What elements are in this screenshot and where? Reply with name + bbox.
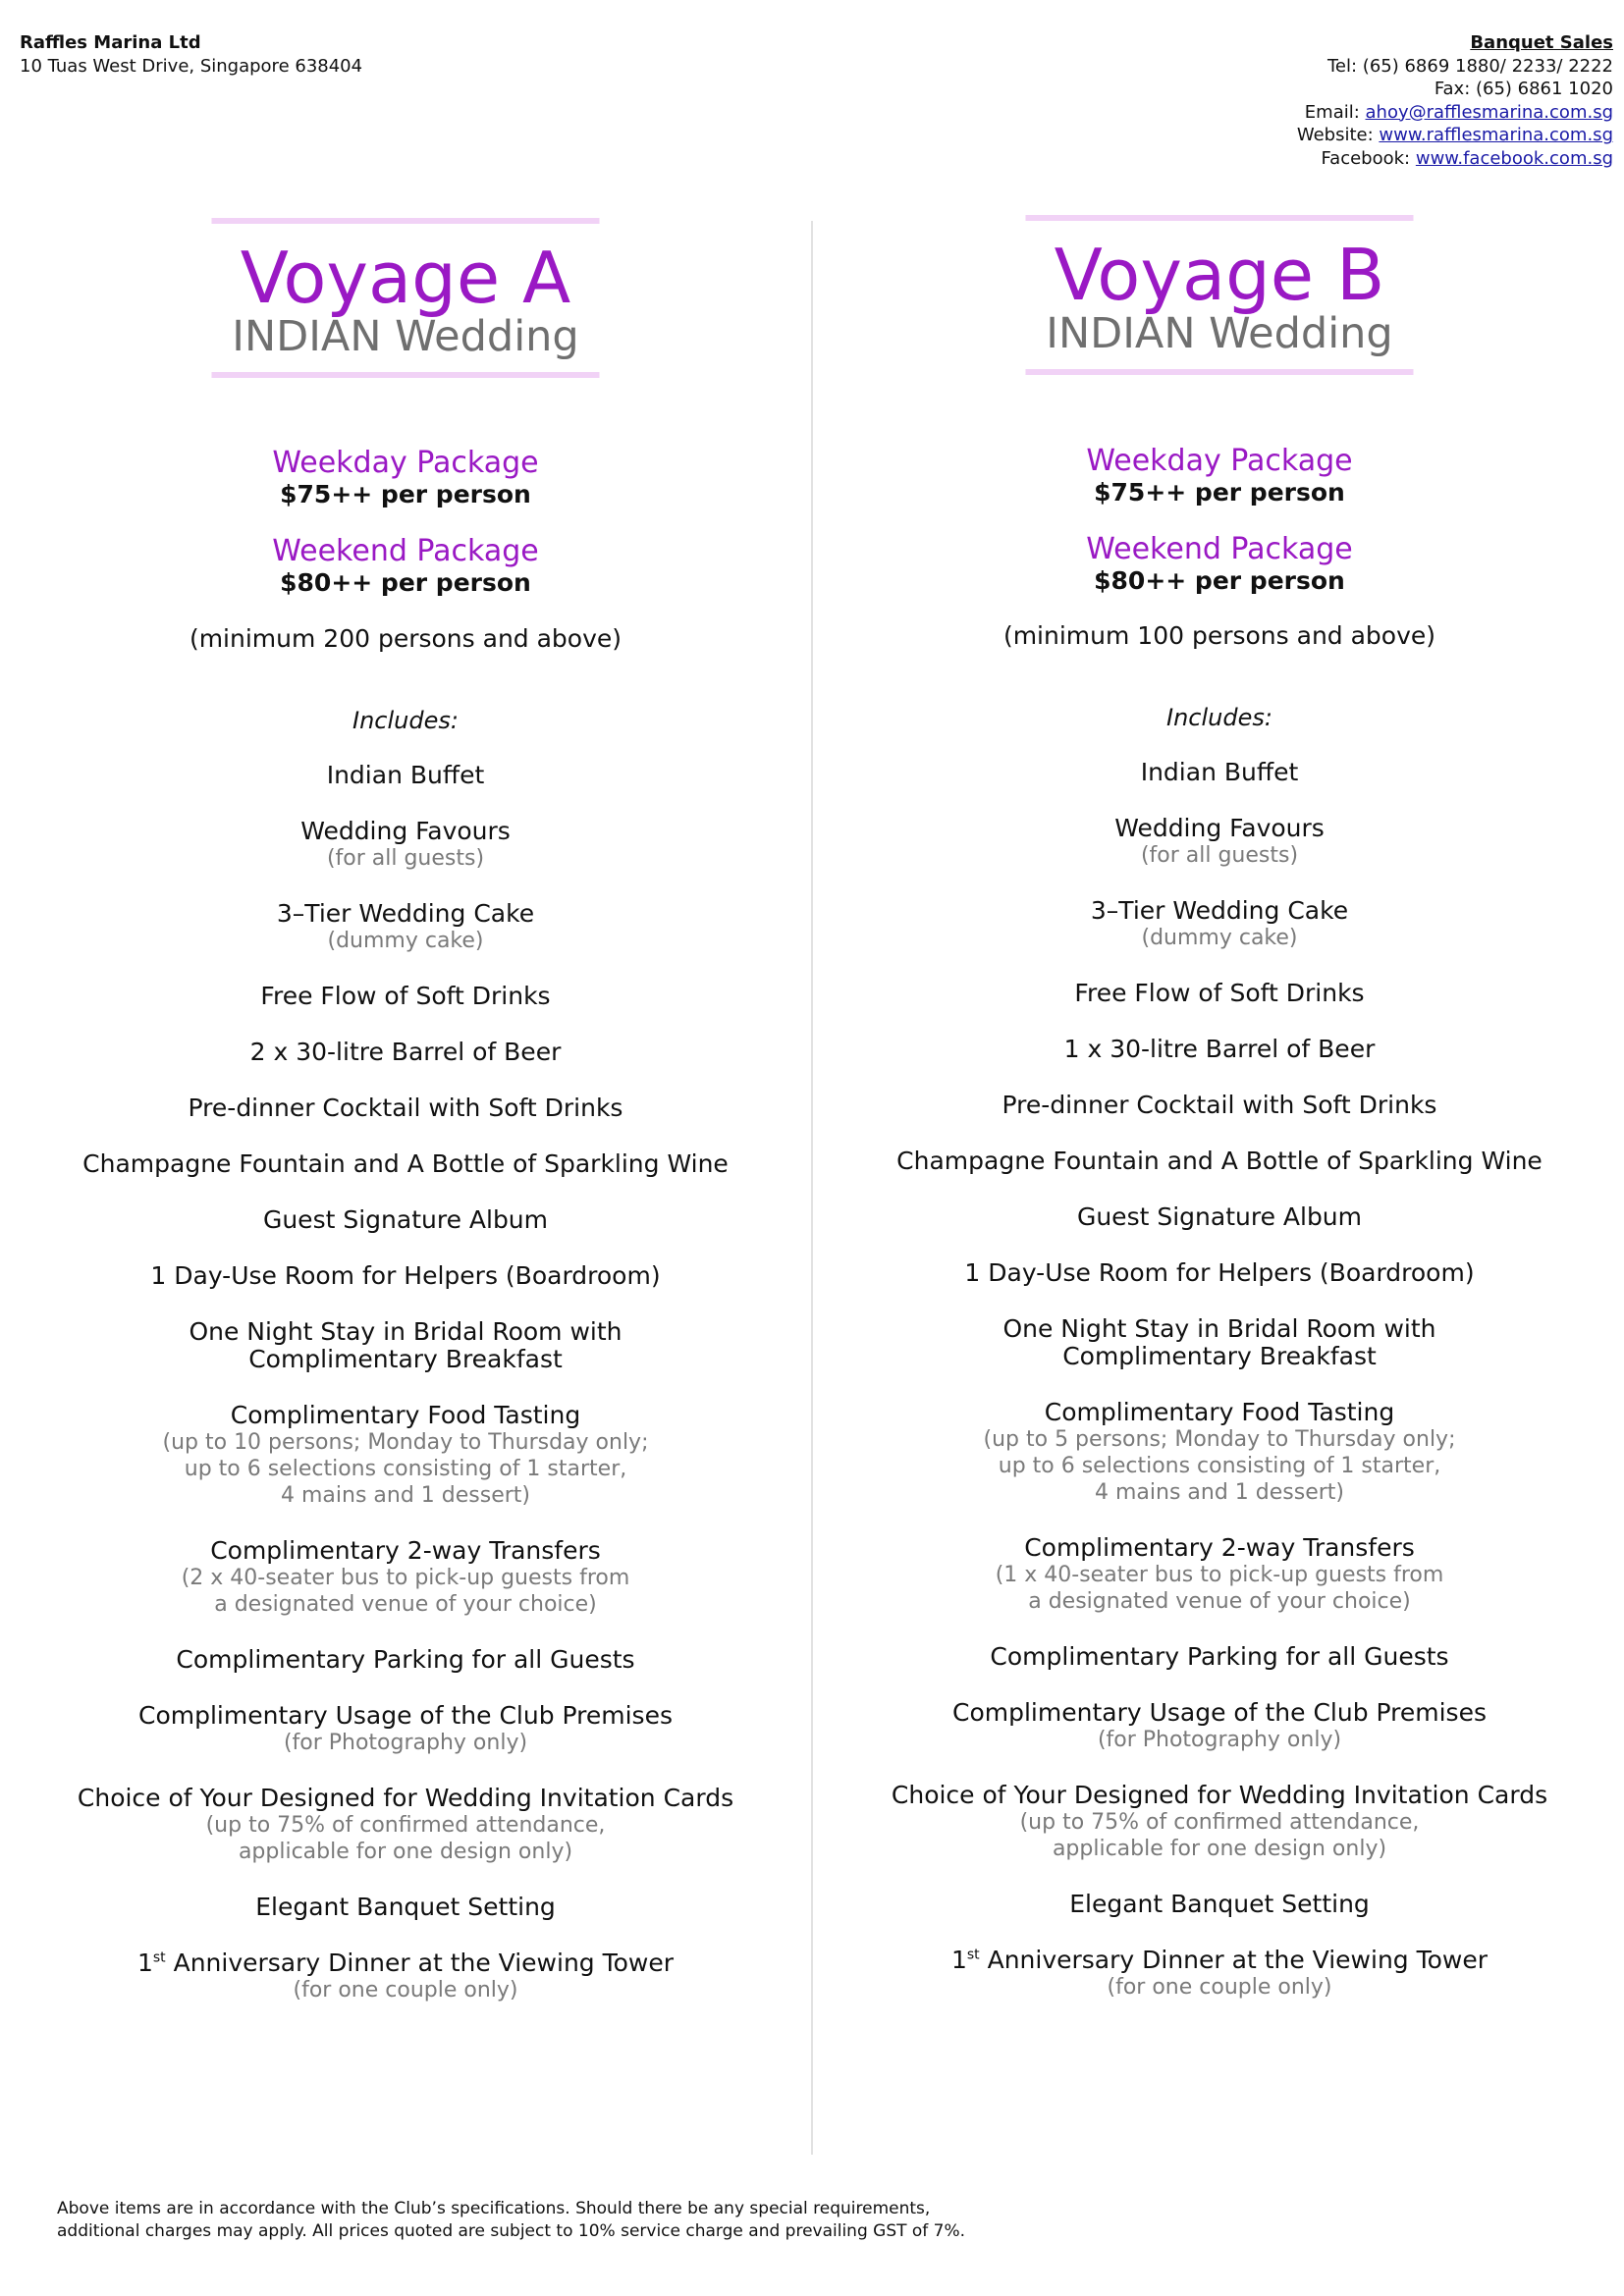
item-title: Guest Signature Album <box>1076 1202 1363 1231</box>
item-title: Complimentary 2-way Transfers <box>1024 1533 1415 1562</box>
voyage-b-weekend-price: $80++ per person <box>1094 566 1345 595</box>
included-item <box>32 818 779 872</box>
included-item <box>32 1318 779 1373</box>
item-note: (dummy cake) <box>327 929 484 953</box>
item-note: (for one couple only) <box>293 1978 518 2002</box>
facebook-link[interactable]: www.facebook.com.sg <box>1415 147 1613 169</box>
included-item <box>846 1259 1593 1287</box>
item-note: (up to 75% of confirmed attendance, applicable for one design only) <box>205 1813 606 1864</box>
item-title: Guest Signature Album <box>262 1205 549 1234</box>
website-link[interactable]: www.rafflesmarina.com.sg <box>1379 125 1613 145</box>
item-title: 1 x 30-litre Barrel of Beer <box>1063 1035 1376 1063</box>
item-title: Elegant Banquet Setting <box>1069 1890 1370 1918</box>
included-item <box>846 1148 1593 1175</box>
company-block <box>20 31 362 79</box>
included-item <box>32 1949 779 2003</box>
item-title: Pre-dinner Cocktail with Soft Drinks <box>1001 1091 1437 1119</box>
included-item <box>32 1039 779 1066</box>
item-title: 1 Day-Use Room for Helpers (Boardroom) <box>150 1261 661 1290</box>
item-title-ordinal-suffix: st <box>152 1949 166 1966</box>
item-title: One Night Stay in Bridal Room with Complimentary Breakfast <box>189 1317 623 1373</box>
contact-fax: Fax: (65) 6861 1020 <box>1434 79 1613 99</box>
included-item <box>846 1203 1593 1231</box>
company-name: Raffles Marina Ltd <box>20 32 201 53</box>
included-item <box>32 900 779 954</box>
contact-block <box>1297 31 1613 170</box>
item-title: 3–Tier Wedding Cake <box>1090 896 1349 925</box>
item-title-ordinal: 1 <box>136 1949 153 1977</box>
item-title: Wedding Favours <box>300 817 511 845</box>
email-link[interactable]: ahoy@rafflesmarina.com.sg <box>1365 101 1613 123</box>
item-note: (dummy cake) <box>1141 926 1298 950</box>
included-item <box>846 1315 1593 1370</box>
included-item <box>32 983 779 1010</box>
voyage-a-weekend-label: Weekend Package <box>272 534 539 568</box>
included-item <box>846 1947 1593 2001</box>
title-rule-top <box>212 218 600 224</box>
included-item <box>32 1206 779 1234</box>
item-title: Choice of Your Designed for Wedding Invitation Cards <box>891 1781 1548 1809</box>
footnote <box>57 2198 965 2243</box>
included-item <box>846 1534 1593 1615</box>
included-item <box>846 1092 1593 1119</box>
voyage-a-item-list <box>32 762 779 2032</box>
included-item <box>846 1782 1593 1862</box>
item-title-text: Anniversary Dinner at the Viewing Tower <box>979 1946 1489 1974</box>
item-title-ordinal: 1 <box>950 1946 967 1974</box>
voyage-a-weekday-price: $75++ per person <box>280 480 531 508</box>
voyage-a-minimum: (minimum 200 persons and above) <box>189 624 623 653</box>
voyage-b-weekday-label: Weekday Package <box>1086 444 1353 478</box>
item-title: Complimentary Usage of the Club Premises <box>952 1698 1487 1727</box>
title-rule-bottom <box>1026 369 1414 375</box>
voyage-a-weekend-price: $80++ per person <box>280 568 531 597</box>
item-title: Complimentary 2-way Transfers <box>210 1536 601 1565</box>
company-address: 10 Tuas West Drive, Singapore 638404 <box>20 56 363 77</box>
item-title: Complimentary Food Tasting <box>230 1401 581 1429</box>
facebook-label: Facebook: <box>1321 147 1416 169</box>
included-item <box>846 897 1593 951</box>
voyage-b-subtitle: INDIAN Wedding <box>1046 309 1393 358</box>
title-rule-top <box>1026 215 1414 221</box>
item-title: Champagne Fountain and A Bottle of Sparkling Wine <box>82 1149 729 1178</box>
included-item <box>32 1702 779 1756</box>
item-note: (for all guests) <box>1140 843 1299 868</box>
included-item <box>846 815 1593 869</box>
item-title-text: Anniversary Dinner at the Viewing Tower <box>165 1949 675 1977</box>
included-item <box>846 1891 1593 1918</box>
included-item <box>846 1036 1593 1063</box>
included-item <box>32 1646 779 1674</box>
voyage-b-weekend-label: Weekend Package <box>1086 532 1353 566</box>
item-title: Wedding Favours <box>1114 814 1325 842</box>
website-label: Website: <box>1296 125 1380 145</box>
included-item <box>32 1785 779 1865</box>
item-note: (for one couple only) <box>1107 1975 1332 2000</box>
contact-website-row <box>1297 124 1613 147</box>
included-item <box>32 1537 779 1618</box>
item-title: Pre-dinner Cocktail with Soft Drinks <box>188 1094 623 1122</box>
included-item <box>32 1095 779 1122</box>
included-item <box>32 762 779 789</box>
included-item <box>32 1150 779 1178</box>
voyage-a-title: Voyage A <box>240 237 571 319</box>
contact-email-row <box>1297 101 1613 125</box>
item-note: (for all guests) <box>326 846 485 871</box>
item-title-ordinal-suffix: st <box>966 1947 980 1963</box>
item-title: Free Flow of Soft Drinks <box>260 982 551 1010</box>
item-note: (up to 10 persons; Monday to Thursday only; up to 6 selections consisting of 1 starter, 4 mains and 1 dessert) <box>162 1430 649 1508</box>
item-title: Complimentary Usage of the Club Premises <box>138 1701 673 1730</box>
contact-tel: Tel: (65) 6869 1880/ 2233/ 2222 <box>1327 55 1613 77</box>
email-label: Email: <box>1304 101 1366 123</box>
included-item <box>846 1643 1593 1671</box>
voyage-b-title-box <box>1026 215 1414 375</box>
item-title: Elegant Banquet Setting <box>255 1893 556 1921</box>
voyage-a-weekday-label: Weekday Package <box>272 446 539 480</box>
included-item <box>846 980 1593 1007</box>
item-title: One Night Stay in Bridal Room with Complimentary Breakfast <box>1002 1314 1436 1370</box>
item-note: (up to 75% of confirmed attendance, applicable for one design only) <box>1019 1810 1420 1861</box>
included-item <box>32 1262 779 1290</box>
voyage-a-subtitle: INDIAN Wedding <box>232 312 579 361</box>
item-title <box>846 1947 1593 1974</box>
voyage-b-includes-label: Includes: <box>1166 704 1272 731</box>
item-note: (up to 5 persons; Monday to Thursday only; up to 6 selections consisting of 1 starter, 4 mains and 1 dessert) <box>983 1427 1456 1505</box>
item-title: 2 x 30-litre Barrel of Beer <box>249 1038 562 1066</box>
column-divider <box>811 221 813 2155</box>
item-title: 1 Day-Use Room for Helpers (Boardroom) <box>964 1258 1475 1287</box>
voyage-a-title-box <box>212 218 600 378</box>
contact-heading: Banquet Sales <box>1470 32 1613 53</box>
item-title <box>32 1949 779 1977</box>
item-title: Complimentary Parking for all Guests <box>990 1642 1449 1671</box>
footnote-line-1: Above items are in accordance with the Club’s specifications. Should there be any special requirements, <box>57 2199 931 2218</box>
item-title: Free Flow of Soft Drinks <box>1074 979 1365 1007</box>
title-rule-bottom <box>212 372 600 378</box>
voyage-b-minimum: (minimum 100 persons and above) <box>1002 621 1436 650</box>
voyage-b-weekday-price: $75++ per person <box>1094 478 1345 507</box>
contact-facebook-row <box>1297 147 1613 171</box>
item-title: Complimentary Food Tasting <box>1044 1398 1395 1426</box>
included-item <box>846 759 1593 786</box>
included-item <box>846 1699 1593 1753</box>
voyage-b-item-list <box>846 759 1593 2029</box>
item-title: Choice of Your Designed for Wedding Invitation Cards <box>77 1784 734 1812</box>
item-title: Champagne Fountain and A Bottle of Sparkling Wine <box>896 1147 1543 1175</box>
included-item <box>32 1894 779 1921</box>
item-note: (1 x 40-seater bus to pick-up guests from a designated venue of your choice) <box>995 1563 1444 1614</box>
item-note: (for Photography only) <box>1097 1728 1342 1752</box>
footnote-line-2: additional charges may apply. All prices quoted are subject to 10% service charge and prevailing GST of 7%. <box>57 2221 966 2241</box>
included-item <box>846 1399 1593 1506</box>
item-title: Indian Buffet <box>326 761 485 789</box>
item-title: Complimentary Parking for all Guests <box>176 1645 635 1674</box>
voyage-a-includes-label: Includes: <box>352 707 459 734</box>
item-title: 3–Tier Wedding Cake <box>276 899 535 928</box>
voyage-b-title: Voyage B <box>1054 234 1385 316</box>
item-title: Indian Buffet <box>1140 758 1299 786</box>
item-note: (2 x 40-seater bus to pick-up guests from a designated venue of your choice) <box>181 1566 630 1617</box>
item-note: (for Photography only) <box>283 1731 528 1755</box>
included-item <box>32 1402 779 1509</box>
